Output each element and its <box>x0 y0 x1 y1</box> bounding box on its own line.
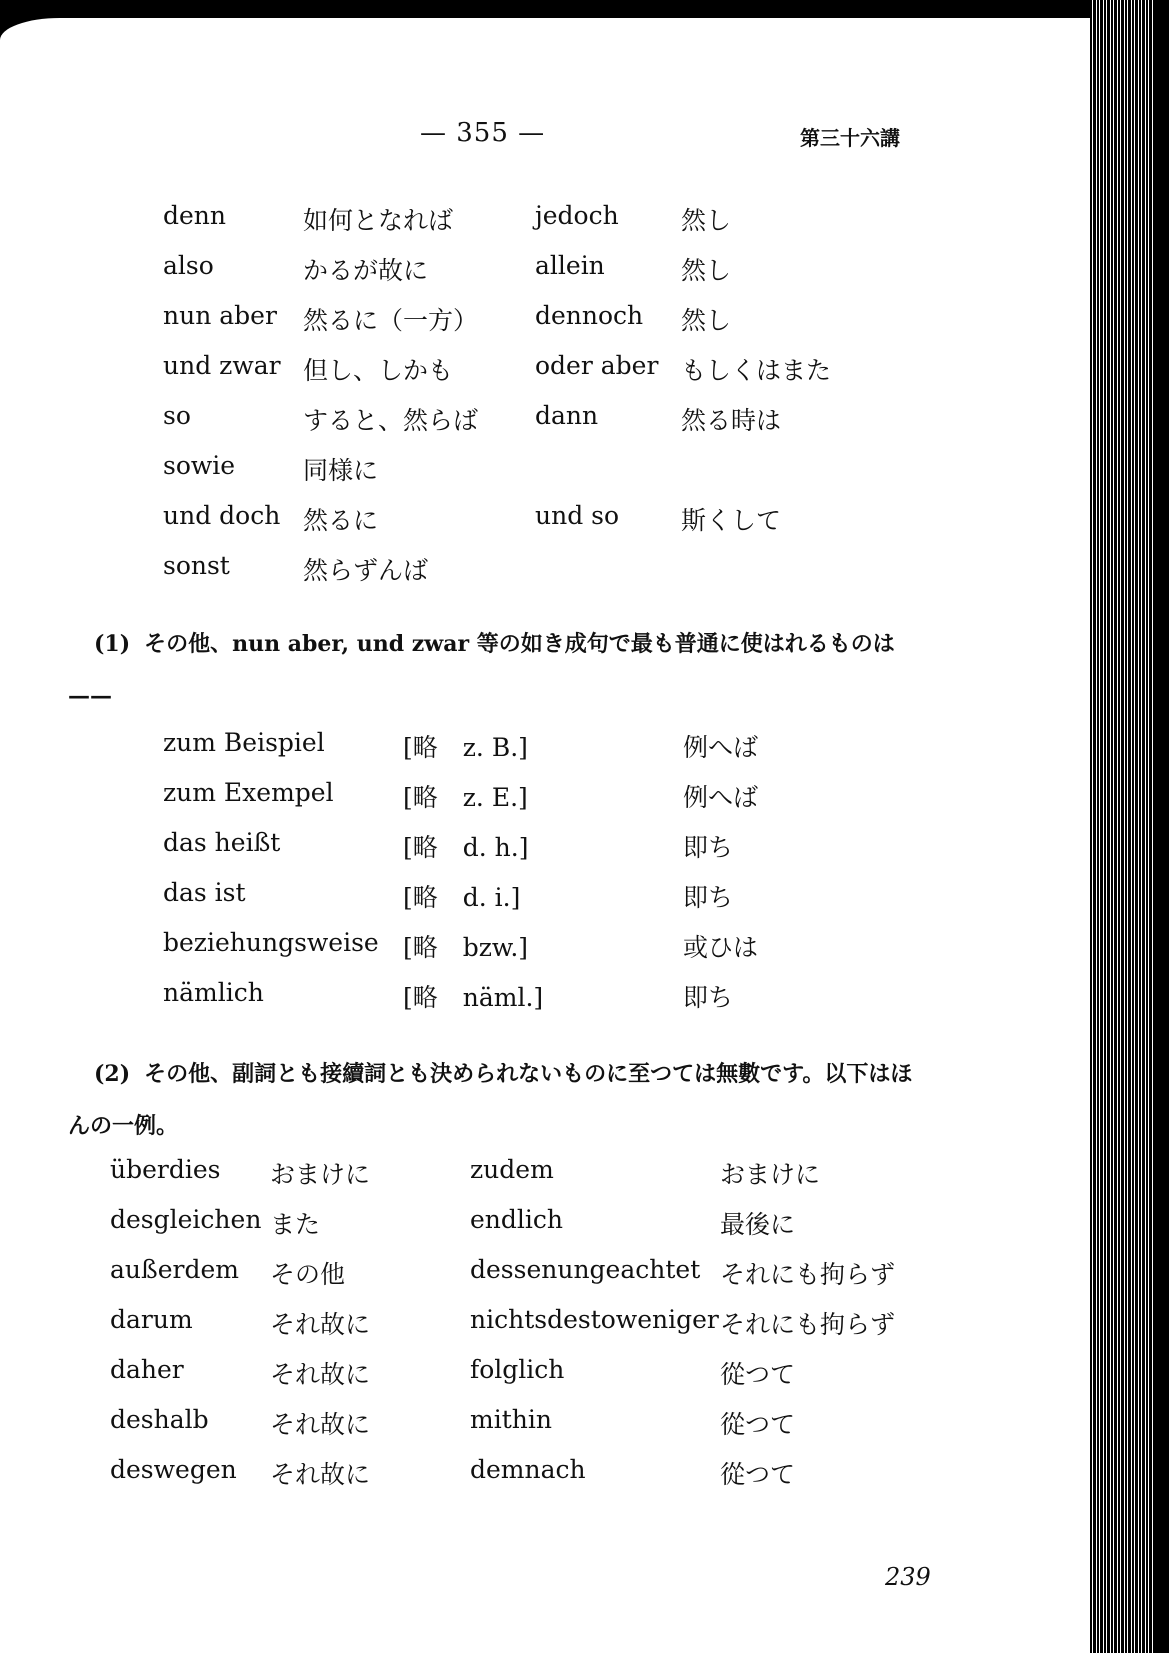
german-word: nun aber <box>163 301 277 330</box>
german-word: oder aber <box>535 351 659 380</box>
japanese-meaning: 例へば <box>683 783 759 812</box>
german-phrase: beziehungsweise <box>163 928 379 957</box>
japanese-meaning: 即ち <box>683 983 734 1012</box>
japanese-meaning: 從つて <box>720 1460 796 1489</box>
japanese-meaning: それにも拘らず <box>720 1260 896 1289</box>
german-word: und zwar <box>163 351 281 380</box>
japanese-meaning: 然らずんば <box>303 556 429 585</box>
note-paragraph <box>68 1048 928 1152</box>
abbreviation: [略 z. E.] <box>403 783 528 812</box>
german-word: allein <box>535 251 605 280</box>
japanese-meaning: 從つて <box>720 1410 796 1439</box>
japanese-meaning: 或ひは <box>683 933 759 962</box>
japanese-meaning: 然し <box>681 306 732 335</box>
japanese-meaning: おまけに <box>720 1160 821 1189</box>
german-word: desgleichen <box>110 1205 262 1234</box>
japanese-meaning: おまけに <box>270 1160 371 1189</box>
german-phrase: nämlich <box>163 978 264 1007</box>
japanese-meaning: それ故に <box>270 1360 371 1389</box>
japanese-meaning: 斯くして <box>681 506 782 535</box>
japanese-meaning: それにも拘らず <box>720 1310 896 1339</box>
german-word: dessenungeachtet <box>470 1255 701 1284</box>
abbreviation: [略 z. B.] <box>403 733 528 762</box>
german-word: folglich <box>470 1355 565 1384</box>
german-word: jedoch <box>535 201 619 230</box>
japanese-meaning: また <box>270 1210 321 1239</box>
note-number: (2) <box>94 1061 131 1087</box>
folio-number: 239 <box>885 1563 931 1591</box>
german-word: demnach <box>470 1455 586 1484</box>
page-edges <box>1090 0 1169 1653</box>
japanese-meaning: その他 <box>270 1260 346 1289</box>
japanese-meaning: もしくはまた <box>681 356 832 385</box>
german-word: zudem <box>470 1155 554 1184</box>
japanese-meaning: 最後に <box>720 1210 796 1239</box>
japanese-meaning: 如何となれば <box>303 206 454 235</box>
note-number: (1) <box>94 631 131 657</box>
japanese-meaning: 同様に <box>303 456 379 485</box>
japanese-meaning: 即ち <box>683 833 734 862</box>
german-word: deswegen <box>110 1455 237 1484</box>
german-phrase: zum Exempel <box>163 778 334 807</box>
abbreviation: [略 bzw.] <box>403 933 529 962</box>
japanese-meaning: 然し <box>681 206 732 235</box>
japanese-meaning: それ故に <box>270 1460 371 1489</box>
german-word: sonst <box>163 551 230 580</box>
japanese-meaning: 然る時は <box>681 406 782 435</box>
page-number: — 355 — <box>420 118 546 148</box>
japanese-meaning: 然るに <box>303 506 379 535</box>
japanese-meaning: 但し、しかも <box>303 356 454 385</box>
japanese-meaning: 從つて <box>720 1360 796 1389</box>
note-text: その他、nun aber, und zwar 等の如き成句で最も普通に使はれるものは—— <box>68 631 895 709</box>
japanese-meaning: すると、然らば <box>303 406 479 435</box>
german-word: daher <box>110 1355 184 1384</box>
german-word: nichtsdestoweniger <box>470 1305 719 1334</box>
german-word: dennoch <box>535 301 644 330</box>
abbreviation: [略 d. h.] <box>403 833 529 862</box>
german-word: außerdem <box>110 1255 239 1284</box>
book-page <box>0 18 1090 1653</box>
japanese-meaning: それ故に <box>270 1310 371 1339</box>
german-word: also <box>163 251 214 280</box>
german-word: mithin <box>470 1405 552 1434</box>
german-phrase: zum Beispiel <box>163 728 325 757</box>
german-word: darum <box>110 1305 193 1334</box>
japanese-meaning: 然るに（一方） <box>303 306 479 335</box>
german-phrase: das heißt <box>163 828 281 857</box>
japanese-meaning: かるが故に <box>303 256 429 285</box>
japanese-meaning: 然し <box>681 256 732 285</box>
german-word: deshalb <box>110 1405 209 1434</box>
abbreviation: [略 näml.] <box>403 983 544 1012</box>
japanese-meaning: 例へば <box>683 733 759 762</box>
german-word: und doch <box>163 501 281 530</box>
german-word: dann <box>535 401 599 430</box>
german-word: denn <box>163 201 227 230</box>
german-word: endlich <box>470 1205 563 1234</box>
german-word: so <box>163 401 191 430</box>
note-text: その他、副詞とも接續詞とも決められないものに至つては無數です。以下はほんの一例。 <box>68 1061 913 1139</box>
abbreviation: [略 d. i.] <box>403 883 521 912</box>
note-paragraph <box>68 618 928 722</box>
japanese-meaning: それ故に <box>270 1410 371 1439</box>
page-header <box>0 118 1090 158</box>
japanese-meaning: 即ち <box>683 883 734 912</box>
german-phrase: das ist <box>163 878 246 907</box>
german-word: und so <box>535 501 620 530</box>
german-word: sowie <box>163 451 236 480</box>
german-word: überdies <box>110 1155 221 1184</box>
chapter-title: 第三十六講 <box>800 126 900 150</box>
